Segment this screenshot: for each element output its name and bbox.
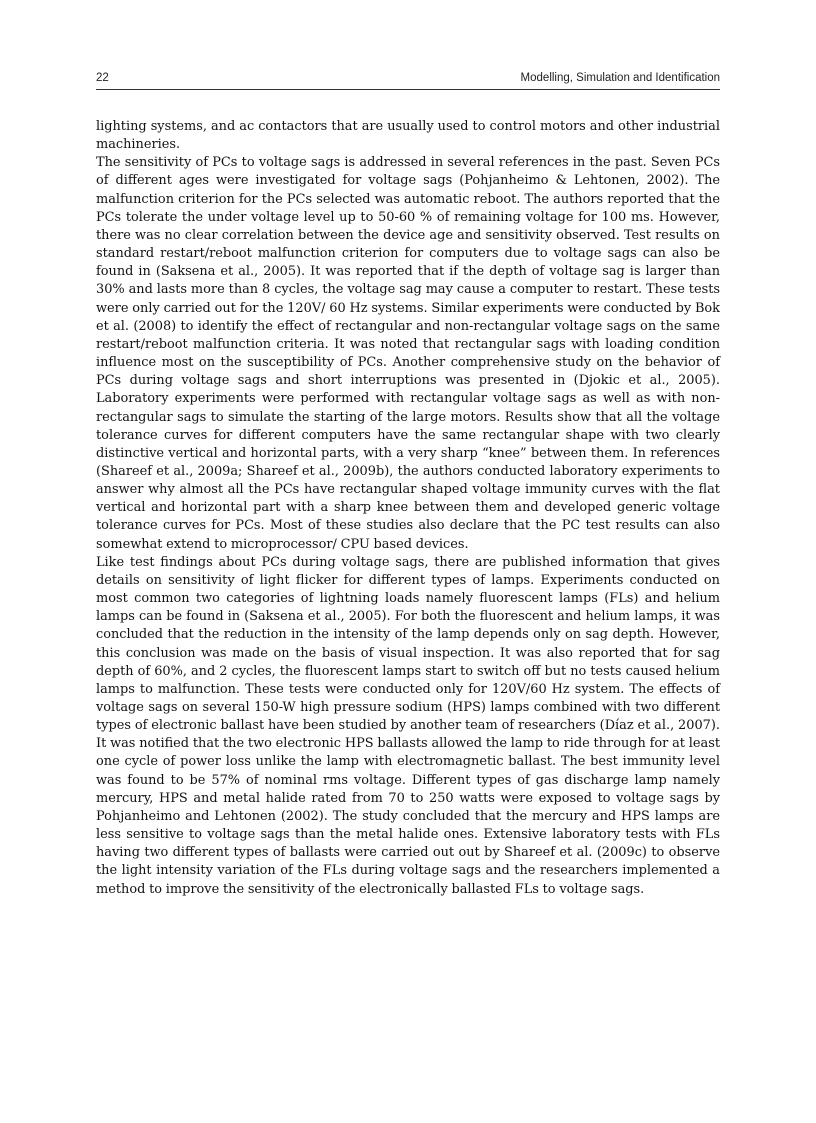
page-number: 22	[96, 72, 109, 84]
paragraph-continuation: lighting systems, and ac contactors that are usually used to control motors and other industrial machineries.	[96, 119, 720, 153]
running-title: Modelling, Simulation and Identification	[520, 72, 720, 84]
paragraph-lamp-sensitivity: Like test findings about PCs during voltage sags, there are published information that gives details on sensitivity of light flicker for different types of lamps. Experiments conducted on most common two categories of lightning loads namely fluorescent lamps (FLs) and helium lamps can be found in (Saksena et al., 2005). For both the fluorescent and helium lamps, it was concluded that the reduction in the intensity of the lamp depends only on sag depth. However, this conclusion was made on the basis of visual inspection. It was also reported that for sag depth of 60%, and 2 cycles, the fluorescent lamps start to switch off but no tests caused helium lamps to malfunction. These tests were conducted only for 120V/60 Hz system. The effects of voltage sags on several 150-W high pressure sodium (HPS) lamps combined with two different types of electronic ballast have been studied by another team of researchers (Díaz et al., 2007). It was notified that the two electronic HPS ballasts allowed the lamp to ride through for at least one cycle of power loss unlike the lamp with electromagnetic ballast. The best immunity level was found to be 57% of nominal rms voltage. Different types of gas discharge lamp namely mercury, HPS and metal halide rated from 70 to 250 watts were exposed to voltage sags by Pohjanheimo and Lehtonen (2002). The study concluded that the mercury and HPS lamps are less sensitive to voltage sags than the metal halide ones. Extensive laboratory tests with FLs having two different types of ballasts were carried out out by Shareef et al. (2009c) to observe the light intensity variation of the FLs during voltage sags and the researchers implemented a method to improve the sensitivity of the electronically ballasted FLs to voltage sags.	[96, 554, 720, 897]
body-text	[96, 118, 720, 899]
header-rule	[96, 89, 720, 90]
running-header	[96, 72, 720, 84]
paragraph-pc-sensitivity: The sensitivity of PCs to voltage sags is addressed in several references in the past. Seven PCs of different ages were investigated for voltage sags (Pohjanheimo & Lehtonen, 2002). The malfunction criterion for the PCs selected was automatic reboot. The authors reported that the PCs tolerate the under voltage level up to 50-60 % of remaining voltage for 100 ms. However, there was no clear correlation between the device age and sensitivity observed. Test results on standard restart/reboot malfunction criterion for computers due to voltage sags can also be found in (Saksena et al., 2005). It was reported that if the depth of voltage sag is larger than 30% and lasts more than 8 cycles, the voltage sag may cause a computer to restart. These tests were only carried out for the 120V/ 60 Hz systems. Similar experiments were conducted by Bok et al. (2008) to identify the effect of rectangular and non-rectangular voltage sags on the same restart/reboot malfunction criteria. It was noted that rectangular sags with loading condition influence most on the susceptibility of PCs. Another comprehensive study on the behavior of PCs during voltage sags and short interruptions was presented in (Djokic et al., 2005). Laboratory experiments were performed with rectangular voltage sags as well as with non-rectangular sags to simulate the starting of the large motors. Results show that all the voltage tolerance curves for different computers have the same rectangular shape with two clearly distinctive vertical and horizontal parts, with a very sharp “knee” between them. In references (Shareef et al., 2009a; Shareef et al., 2009b), the authors conducted laboratory experiments to answer why almost all the PCs have rectangular shaped voltage immunity curves with the flat vertical and horizontal part with a sharp knee between them and developed generic voltage tolerance curves for PCs. Most of these studies also declare that the PC test results can also somewhat extend to microprocessor/ CPU based devices.	[96, 155, 720, 552]
